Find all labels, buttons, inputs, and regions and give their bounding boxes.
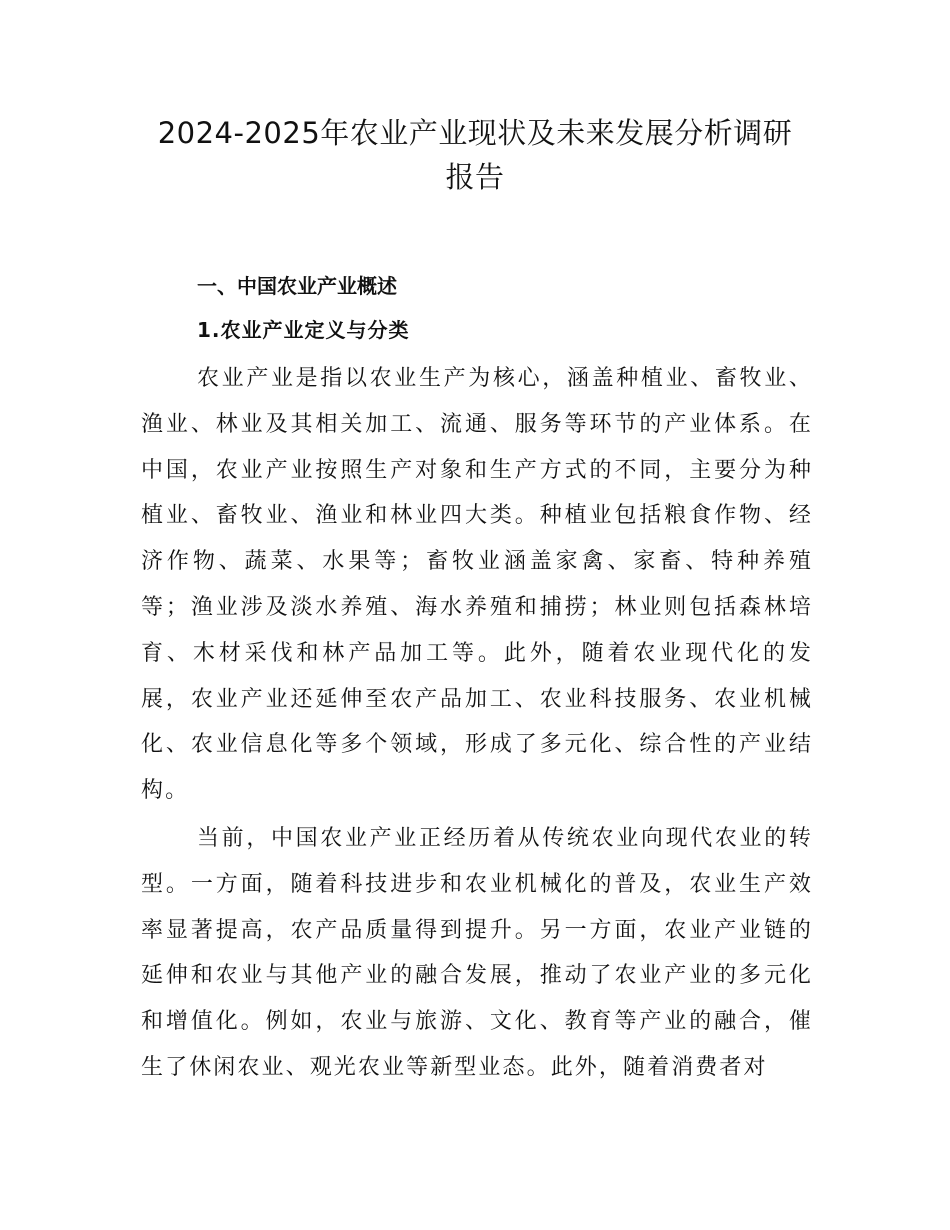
- section-heading: 一、中国农业产业概述: [197, 274, 397, 298]
- body-paragraph-1: 农业产业是指以农业生产为核心，涵盖种植业、畜牧业、渔业、林业及其相关加工、流通、服务等环节的产业体系。在中国，农业产业按照生产对象和生产方式的不同，主要分为种植业、畜牧业、渔业和林业四大类。种植业包括粮食作物、经济作物、蔬菜、水果等；畜牧业涵盖家禽、家畜、特种养殖等；渔业涉及淡水养殖、海水养殖和捕捞；林业则包括森林培育、木材采伐和林产品加工等。此外，随着农业现代化的发展，农业产业还延伸至农产品加工、农业科技服务、农业机械化、农业信息化等多个领域，形成了多元化、综合性的产业结构。: [141, 366, 813, 804]
- body-paragraph-2: 当前，中国农业产业正经历着从传统农业向现代农业的转型。一方面，随着科技进步和农业机械化的普及，农业生产效率显著提高，农产品质量得到提升。另一方面，农业产业链的延伸和农业与其他产业的融合发展，推动了农业产业的多元化和增值化。例如，农业与旅游、文化、教育等产业的融合，催生了休闲农业、观光农业等新型业态。此外，随着消费者对: [141, 826, 813, 1080]
- document-title-line-2: 报告: [445, 160, 505, 194]
- document-title-line-1: 2024-2025年农业产业现状及未来发展分析调研: [157, 116, 793, 150]
- subsection-heading: 1.农业产业定义与分类: [197, 318, 410, 342]
